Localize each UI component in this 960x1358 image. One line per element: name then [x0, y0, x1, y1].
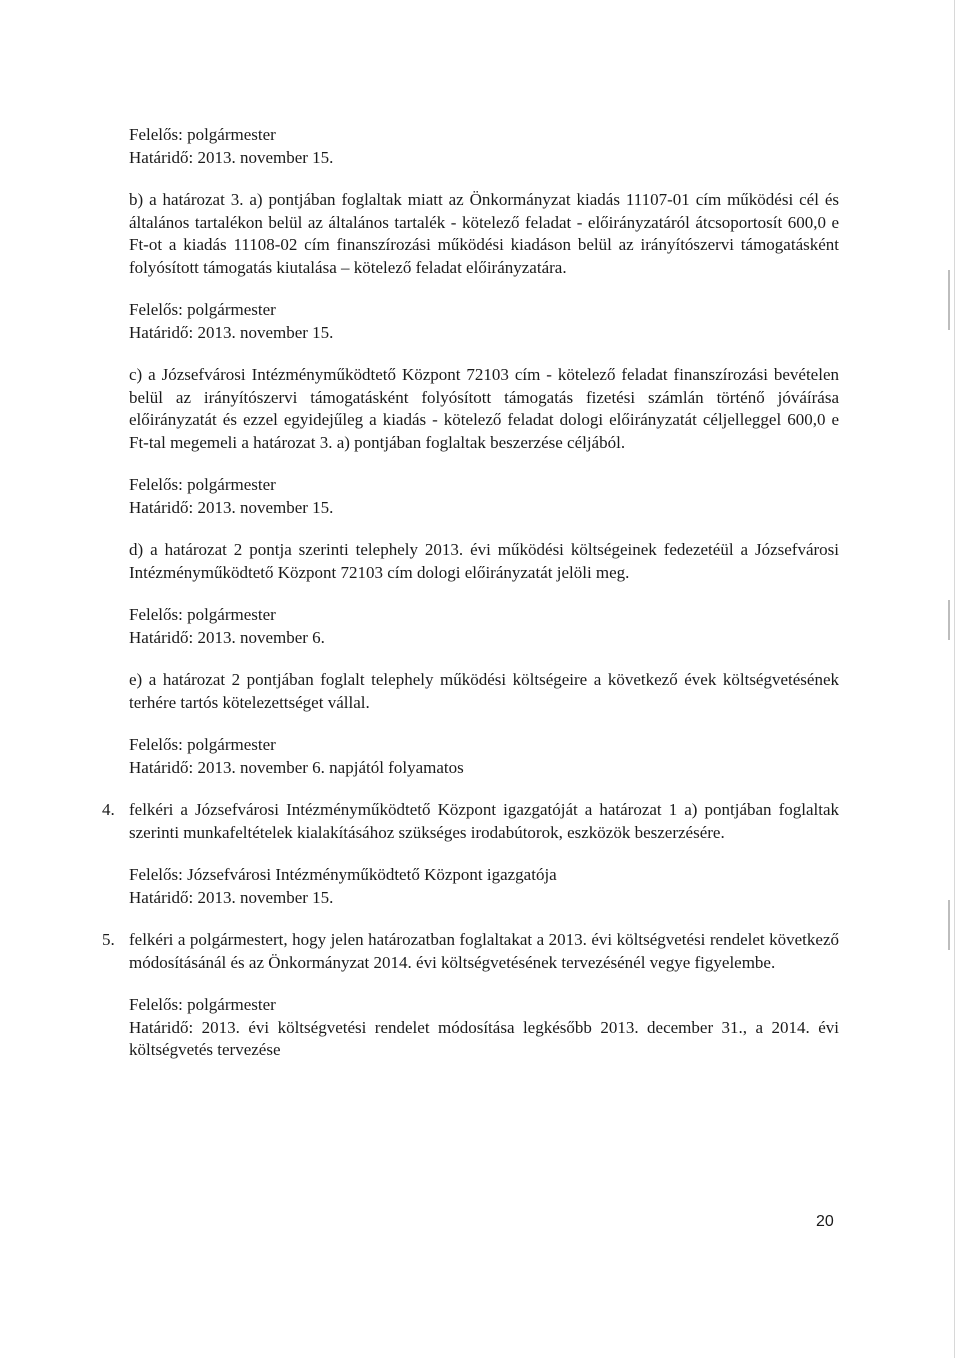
responsibility-block [129, 864, 839, 909]
deadline-line: Határidő: 2013. november 15. [129, 322, 334, 342]
item-number: 4. [102, 800, 115, 819]
responsible-line: Felelős: polgármester [129, 995, 276, 1014]
document-body [102, 124, 839, 1062]
deadline-line: Határidő: 2013. november 15. [129, 147, 334, 167]
responsible-line: Felelős: polgármester [129, 125, 276, 144]
scan-edge-line [954, 0, 955, 1358]
paragraph-d: d) a határozat 2 pontja szerinti telephely 2013. évi működési költségeinek fedezetéül a Józsefvárosi Intézményműködtető Központ 72103 cím dologi előirányzatát jelöli meg. [129, 540, 839, 582]
responsibility-block [129, 734, 839, 779]
responsibility-block [129, 299, 839, 344]
scan-edge-mark [948, 270, 950, 330]
page-number: 20 [816, 1213, 834, 1230]
responsibility-block [129, 604, 839, 649]
deadline-line: Határidő: 2013. november 6. [129, 627, 325, 647]
numbered-item-4 [102, 799, 839, 844]
item-text: felkéri a Józsefvárosi Intézményműködtető Központ igazgatóját a határozat 1 a) pontjában foglaltak szerinti munkafeltételek kialakításához szükséges irodabútorok, eszközök beszerzésére. [129, 800, 839, 842]
paragraph-e: e) a határozat 2 pontjában foglalt telephely működési költségeire a következő évek költségvetésének terhére tartós kötelezettséget vállal. [129, 670, 839, 712]
paragraph-c: c) a Józsefvárosi Intézményműködtető Központ 72103 cím - kötelező feladat finanszírozási bevételen belül az irányítószervi támogatásként folyósított támogatás fizetési számlán történő jóváírása előirányzatát és ezzel egyidejűleg a kiadás - kötelező feladat dologi előirányzatát céljelleggel 600,0 e Ft-tal megemeli a határozat 3. a) pontjában foglaltak beszerzése céljából. [129, 365, 839, 452]
responsibility-block [129, 124, 839, 169]
responsible-line: Felelős: polgármester [129, 605, 276, 624]
deadline-line: Határidő: 2013. november 6. napjától folyamatos [129, 757, 464, 777]
responsible-line: Felelős: Józsefvárosi Intézményműködtető Központ igazgatója [129, 865, 557, 884]
paragraph-b: b) a határozat 3. a) pontjában foglaltak miatt az Önkormányzat kiadás 11107-01 cím működési cél és általános tartalékon belül az általános tartalék - kötelező feladat - előirányzatáról átcsoportosít 600,0 e Ft-ot a kiadás 11108-02 cím finanszírozási működési kiadáson belül az irányítószervi támogatásként folyósított támogatás kiutalása – kötelező feladat előirányzatára. [129, 190, 839, 277]
numbered-item-5 [102, 929, 839, 974]
item-text: felkéri a polgármestert, hogy jelen határozatban foglaltakat a 2013. évi költségvetési rendelet következő módosításánál és az Önkormányzat 2014. évi költségvetésének tervezésénél vegye figyelembe. [129, 930, 839, 972]
item-number: 5. [102, 930, 115, 949]
responsible-line: Felelős: polgármester [129, 300, 276, 319]
scan-edge-mark [948, 600, 950, 640]
deadline-line: Határidő: 2013. november 15. [129, 887, 334, 907]
responsibility-block [129, 994, 839, 1062]
responsibility-block [129, 474, 839, 519]
responsible-line: Felelős: polgármester [129, 735, 276, 754]
responsible-line: Felelős: polgármester [129, 475, 276, 494]
scan-edge-mark [948, 900, 950, 950]
deadline-line: Határidő: 2013. évi költségvetési rendelet módosítása legkésőbb 2013. december 31., a 2014. évi költségvetés tervezése [129, 1017, 839, 1059]
deadline-line: Határidő: 2013. november 15. [129, 497, 334, 517]
